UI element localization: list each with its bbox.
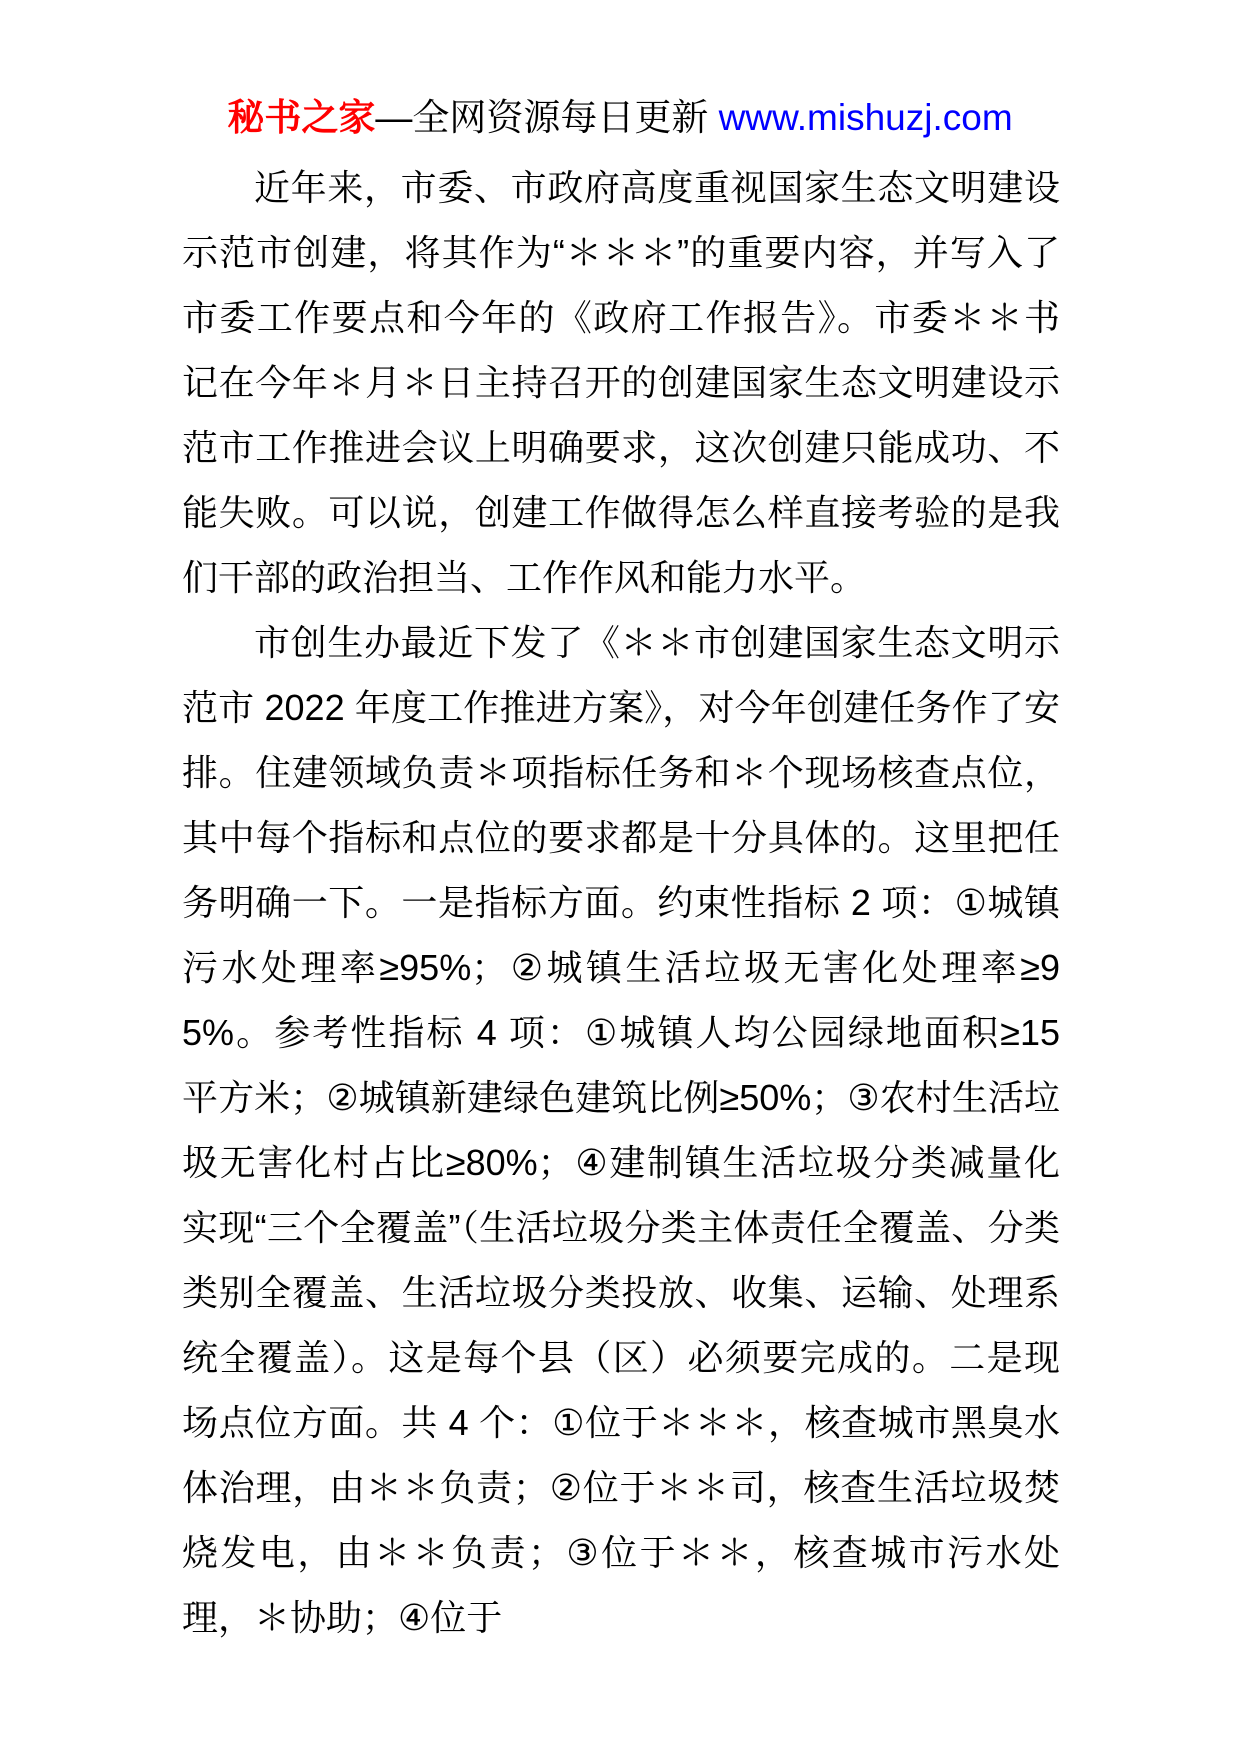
site-tagline: 全网资源每日更新 — [412, 97, 719, 138]
header-dash: — — [375, 97, 413, 138]
document-body — [182, 155, 1060, 1650]
site-header — [0, 96, 1240, 140]
site-brand: 秘书之家 — [227, 97, 376, 138]
paragraph-1: 近年来，市委、市政府高度重视国家生态文明建设示范市创建，将其作为“＊＊＊”的重要内容，并写入了市委工作要点和今年的《政府工作报告》。市委＊＊书记在今年＊月＊日主持召开的创建国家生态文明建设示范市工作推进会议上明确要求，这次创建只能成功、不能失败。可以说，创建工作做得怎么样直接考验的是我们干部的政治担当、工作作风和能力水平。 — [182, 167, 1060, 598]
site-url-link[interactable]: www.mishuzj.com — [718, 97, 1013, 138]
paragraph-2: 市创生办最近下发了《＊＊市创建国家生态文明示范市 2022 年度工作推进方案》，对今年创建任务作了安排。住建领域负责＊项指标任务和＊个现场核查点位，其中每个指标和点位的要求都是十分具体的。这里把任务明确一下。一是指标方面。约束性指标 2 项：①城镇污水处理率≥95%；②城镇生活垃圾无害化处理率≥95%。参考性指标 4 项：①城镇人均公园绿地面积≥15 平方米；②城镇新建绿色建筑比例≥50%；③农村生活垃圾无害化村占比≥80%；④建制镇生活垃圾分类减量化实现“三个全覆盖”（生活垃圾分类主体责任全覆盖、分类类别全覆盖、生活垃圾分类投放、收集、运输、处理系统全覆盖）。这是每个县（区）必须要完成的。二是现场点位方面。共 4 个：①位于＊＊＊，核查城市黑臭水体治理，由＊＊负责；②位于＊＊司，核查生活垃圾焚烧发电，由＊＊负责；③位于＊＊，核查城市污水处理，＊协助；④位于 — [182, 622, 1060, 1638]
